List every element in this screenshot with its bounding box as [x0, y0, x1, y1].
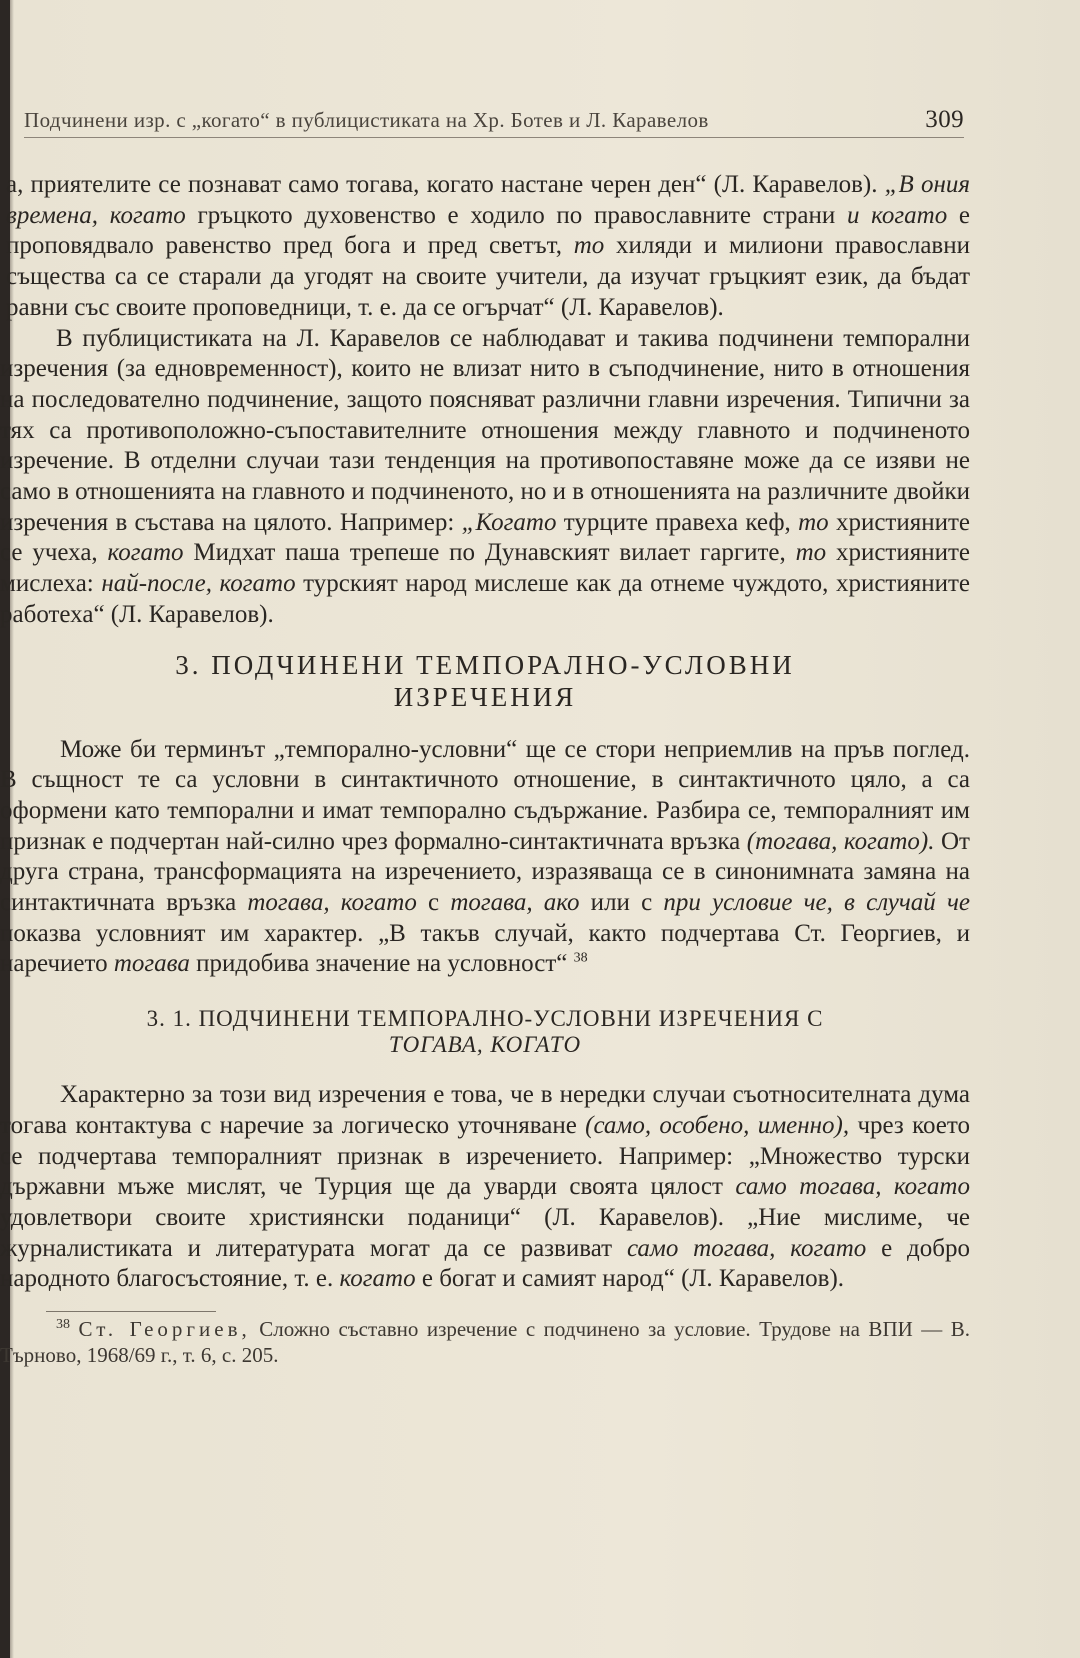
- footnote: [0, 1316, 970, 1368]
- header-rule: [24, 137, 964, 138]
- footnote-author: Ст. Георгиев,: [78, 1317, 251, 1342]
- paragraph-4: Характерно за този вид изречения е това, че в нередки случаи съотносителната дума тогава контактува с наречие за логическо уточняване (само, особено, именно), чрез което се подчертава темпоралният признак в изречението. Например: „Множество турски държавни мъже мислят, че Турция ще да уварди своята цялост само тогава, когато удовлетвори своите християнски поданици“ (Л. Каравелов). „Ние мислиме, че журналистиката и литературата могат да се развиват само тогава, когато е добро народното благосъстояние, т. е. когато е богат и самият народ“ (Л. Каравелов).: [0, 1081, 970, 1293]
- footnote-separator: [46, 1311, 216, 1312]
- page-body: [0, 170, 970, 1368]
- paragraph-1: а, приятелите се познават само тогава, когато настане черен ден“ (Л. Каравелов). „В ония времена, когато гръцкото духовенство е ходило по православните страни и когато е проповядвало равенство пред бога и пред светът, то хиляди и милиони православни същества са се старали да угодят на своите учители, да изучат гръцкият език, да бъдат равни със своите проповедници, т. е. да се огърчат“ (Л. Каравелов).: [6, 171, 970, 321]
- page-number: 309: [925, 106, 964, 133]
- footnote-text: Сложно съставно изречение с подчинено за условие. Трудове на ВПИ — В. Търново, 1968/69 г., т. 6, с. 205.: [0, 1317, 971, 1368]
- running-head: [24, 106, 964, 134]
- section-3-1-title: 3. 1. ПОДЧИНЕНИ ТЕМПОРАЛНО-УСЛОВНИ ИЗРЕЧЕНИЯ С ТОГАВА, КОГАТО: [146, 1006, 824, 1058]
- running-title: Подчинени изр. с „когато“ в публицистиката на Хр. Ботев и Л. Каравелов: [24, 108, 709, 132]
- section-3-title: 3. ПОДЧИНЕНИ ТЕМПОРАЛНО-УСЛОВНИ ИЗРЕЧЕНИЯ: [175, 649, 795, 712]
- footnote-number: 38: [56, 1317, 70, 1333]
- paragraph-3: Може би терминът „темпорално-условни“ ще се стори неприемлив на пръв поглед. В същност те са условни в синтактичното отношение, в синтактичното цяло, а са оформени като темпорални и имат темпорално съдържание. Разбира се, темпоралният им признак е подчертан най-силно чрез формално-синтактичната връзка (тогава, когато). От друга страна, трансформацията на изречението, изразяваща се в синонимната замяна на синтактичната връзка тогава, когато с тогава, ако или с при условие че, в случай че показва условният им характер. „В такъв случай, както подчертава Ст. Георгиев, и наречието тогава придобива значение на условност“ $^{38}$: [0, 735, 970, 978]
- footnote-reference[interactable]: 38: [573, 951, 588, 967]
- paragraph-2: В публицистиката на Л. Каравелов се наблюдават и такива подчинени темпорални изречения (за едновременност), които не влизат нито в съподчинение, нито в отношения на последователно подчинение, защото поясняват различни главни изречения. Типични за тях са противоположно-съпоставителните отношения между главното и подчиненото изречение. В отделни случаи тази тенденция на противопоставяне може да се изяви не само в отношенията на главното и подчиненото, но и в отношенията на различните двойки изречения в състава на цялото. Например: „Когато турците правеха кеф, то християните се учеха, когато Мидхат паша трепеше по Дунавският вилает гаргите, то християните мислеха: най-после, когато турският народ мислеше как да отнеме чуждото, християните работеха“ (Л. Каравелов).: [0, 324, 971, 628]
